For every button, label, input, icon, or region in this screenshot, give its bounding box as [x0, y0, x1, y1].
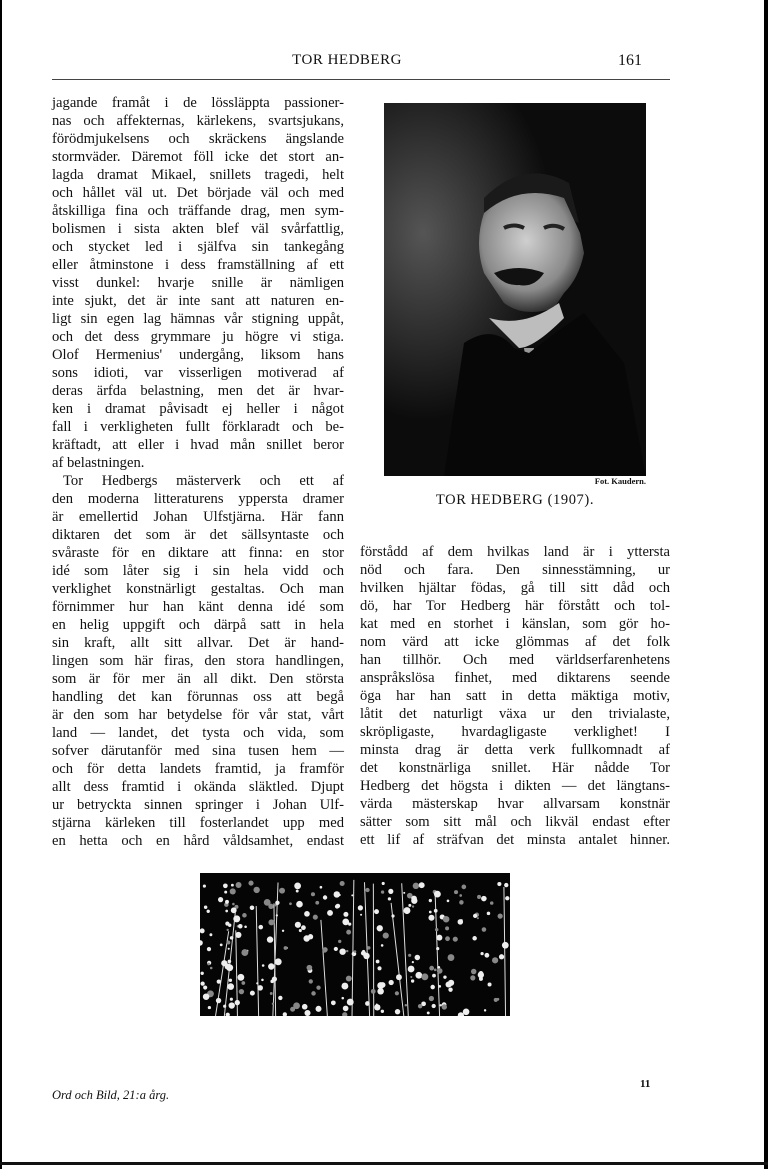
text-line: och för detta landets framtid, ja framför: [52, 761, 344, 777]
flower-blossom: [454, 890, 458, 894]
flower-blossom: [447, 900, 450, 903]
flower-blossom: [331, 1000, 336, 1005]
text-line: idé som låter sig i sin hela vidd och: [52, 563, 344, 579]
flower-blossom: [432, 1004, 436, 1008]
flower-blossom: [492, 957, 498, 963]
flower-blossom: [410, 976, 412, 978]
text-line: förstådd af dem hvilkas land är i yttersta: [360, 544, 670, 560]
flower-blossom: [200, 981, 204, 985]
text-line: nom värd att icke glömmas af det folk: [360, 634, 670, 650]
flower-stem: [256, 906, 258, 1016]
flower-blossom: [429, 911, 432, 914]
scan-edge-right: [764, 0, 768, 1169]
flower-blossom: [340, 881, 345, 886]
flower-blossom: [429, 899, 432, 902]
flower-blossom: [284, 946, 288, 950]
text-line: förnimmer hur han känt denna idé som: [52, 599, 344, 615]
flower-blossom: [256, 982, 258, 984]
text-line: värda mästerskap hvar allvarsam konstnär: [360, 796, 670, 812]
text-line: diktaren det som är det sällsyntaste och: [52, 527, 344, 543]
flower-blossom: [267, 936, 273, 942]
flower-blossom: [207, 963, 210, 966]
text-line: bolismen i sista akten blef väl svårfattlig,: [52, 221, 344, 237]
flower-blossom: [494, 998, 498, 1002]
flower-blossom: [481, 896, 487, 902]
flower-blossom: [323, 947, 328, 952]
text-line: sin kraft, allt sitt allvar. Det är hand-: [52, 635, 344, 651]
flower-blossom: [449, 984, 452, 987]
flower-blossom: [223, 883, 228, 888]
flower-blossom: [241, 949, 248, 956]
flower-blossom: [411, 979, 414, 982]
text-line: låtit det naturligt växa ur den trivialaste,: [360, 706, 670, 722]
flower-blossom: [203, 993, 210, 1000]
flower-blossom: [304, 911, 310, 917]
flower-blossom: [461, 919, 463, 921]
flower-blossom: [228, 960, 232, 964]
flower-blossom: [270, 992, 273, 995]
flower-blossom: [490, 901, 493, 904]
flower-blossom: [459, 900, 463, 904]
flower-blossom: [299, 929, 302, 932]
flower-blossom: [276, 914, 278, 916]
text-line: är emellertid Johan Ulfstjärna. Här fann: [52, 509, 344, 525]
text-line: ur betryckta sinnen springer i Johan Ulf-: [52, 797, 344, 813]
flower-blossom: [250, 905, 255, 910]
flower-blossom: [376, 960, 380, 964]
flower-stem: [391, 903, 404, 1016]
flower-blossom: [383, 933, 389, 939]
flower-blossom: [304, 1010, 310, 1016]
text-line: lagda dramat Mikael, snillets tragedi, helt: [52, 167, 344, 183]
flower-blossom: [242, 913, 247, 918]
flower-blossom: [268, 919, 274, 925]
portrait-photo: [384, 103, 646, 476]
flower-blossom: [295, 922, 301, 928]
flower-blossom: [261, 979, 264, 982]
flower-blossom: [432, 974, 436, 978]
flower-stem: [402, 883, 409, 1016]
flower-blossom: [381, 890, 384, 893]
flower-blossom: [262, 964, 265, 967]
flower-blossom: [316, 985, 320, 989]
flower-vignette: [200, 873, 510, 1016]
flower-blossom: [225, 900, 229, 904]
flower-blossom: [362, 950, 365, 953]
text-line: fall i verkligheten fullt förklaradt och be-: [52, 419, 344, 435]
flower-blossom: [315, 901, 319, 905]
flower-blossom: [502, 942, 509, 949]
flower-blossom: [272, 1003, 274, 1005]
flower-blossom: [278, 996, 282, 1000]
flower-blossom: [470, 975, 475, 980]
flower-blossom: [253, 887, 259, 893]
flower-blossom: [377, 966, 381, 970]
flower-blossom: [289, 902, 292, 905]
flower-blossom: [421, 973, 428, 980]
flower-blossom: [347, 999, 354, 1006]
text-line: åtskilliga fina och träffande drag, men sym-: [52, 203, 344, 219]
flower-blossom: [346, 976, 352, 982]
flower-blossom: [204, 906, 207, 909]
text-line: handling det kan förunnas oss att begå: [52, 689, 344, 705]
flower-blossom: [229, 1002, 235, 1008]
flower-blossom: [311, 892, 315, 896]
flower-blossom: [216, 998, 221, 1003]
text-line: och stycket led i själfva sin tankegång: [52, 239, 344, 255]
flower-blossom: [440, 1004, 442, 1006]
flower-blossom: [316, 1006, 322, 1012]
flower-blossom: [389, 980, 394, 985]
flower-blossom: [301, 925, 306, 930]
flower-blossom: [412, 961, 414, 963]
text-line: nas och affekternas, kärlekens, svartsjukans,: [52, 113, 344, 129]
flower-blossom: [293, 1002, 300, 1009]
flower-blossom: [302, 1004, 308, 1010]
flower-blossom: [363, 953, 369, 959]
text-line: och det dess grymmare ju högre vi stiga.: [52, 329, 344, 345]
text-line: ken i dramat påvisadt ej heller i något: [52, 401, 344, 417]
text-line: öga har han satt in detta mäktiga motiv,: [360, 688, 670, 704]
flower-blossom: [395, 1009, 400, 1014]
flower-stem: [321, 920, 327, 1016]
flower-blossom: [436, 935, 442, 941]
text-line: allt dess framtid i okända släktled. Djupt: [52, 779, 344, 795]
flower-blossom: [237, 974, 244, 981]
text-line: dö, har Tor Hedberg här förstått och tol-: [360, 598, 670, 614]
text-line: sofver därutanför med sina tusen hem —: [52, 743, 344, 759]
flower-blossom: [258, 925, 263, 930]
flower-blossom: [477, 895, 481, 899]
flower-blossom: [244, 925, 247, 928]
flower-blossom: [365, 1001, 370, 1006]
flower-blossom: [346, 950, 348, 952]
flower-blossom: [377, 925, 383, 931]
flower-blossom: [224, 891, 227, 894]
flower-blossom: [388, 889, 393, 894]
flower-blossom: [220, 944, 223, 947]
flower-blossom: [418, 1004, 422, 1008]
flower-blossom: [436, 947, 439, 950]
flower-blossom: [208, 1006, 211, 1009]
flower-blossom: [230, 998, 233, 1001]
flower-blossom: [473, 914, 477, 918]
flower-blossom: [371, 989, 376, 994]
flower-blossom: [427, 1011, 430, 1014]
flower-blossom: [377, 988, 384, 995]
text-line: jagande framåt i de lössläppta passioner-: [52, 95, 344, 111]
flower-blossom: [282, 930, 284, 932]
flower-blossom: [343, 912, 348, 917]
flower-blossom: [323, 895, 327, 899]
flower-blossom: [230, 936, 234, 940]
flower-blossom: [434, 891, 441, 898]
flower-blossom: [226, 929, 228, 931]
flower-stem: [504, 887, 506, 1016]
flower-blossom: [275, 901, 279, 905]
text-line: förödmjukelsens och skräckens ängslande: [52, 131, 344, 147]
flower-blossom: [228, 924, 231, 927]
flower-blossom: [231, 907, 237, 913]
flower-blossom: [419, 882, 425, 888]
flower-blossom: [335, 904, 339, 908]
flower-blossom: [504, 883, 508, 887]
flower-blossom: [228, 948, 230, 950]
flower-blossom: [218, 897, 223, 902]
flower-blossom: [334, 947, 338, 951]
flower-blossom: [346, 930, 351, 935]
flower-blossom: [351, 894, 353, 896]
flower-blossom: [200, 940, 203, 946]
running-title: TOR HEDBERG: [292, 52, 402, 68]
flower-blossom: [408, 904, 411, 907]
flower-blossom: [428, 915, 434, 921]
text-line: och hållet väl ut. Det började väl och med: [52, 185, 344, 201]
flower-blossom: [311, 991, 316, 996]
text-line: hvilken hjältar födas, gå till sitt dåd och: [360, 580, 670, 596]
text-line: anspråkslösa finhet, med diktarens seende: [360, 670, 670, 686]
right-text-column: [360, 543, 670, 849]
flower-blossom: [442, 1004, 447, 1009]
flower-blossom: [227, 983, 234, 990]
flower-blossom: [308, 934, 313, 939]
flower-blossom: [225, 964, 231, 970]
flower-blossom: [405, 1004, 407, 1006]
flower-blossom: [453, 937, 458, 942]
flower-blossom: [200, 972, 203, 975]
flower-blossom: [250, 991, 255, 996]
flower-blossom: [382, 882, 385, 885]
flower-blossom: [217, 979, 221, 983]
text-line: skröpligaste, hvardagligaste verklighet! I: [360, 724, 670, 740]
signature-mark: 11: [640, 1078, 651, 1090]
flower-blossom: [239, 989, 244, 994]
flower-blossom: [226, 941, 230, 945]
flower-blossom: [341, 997, 344, 1000]
flower-blossom: [448, 987, 452, 991]
flower-blossom: [235, 932, 241, 938]
text-line: nöd och fara. Den sinnesstämning, ur: [360, 562, 670, 578]
flower-blossom: [320, 886, 323, 889]
header-rule: [52, 79, 670, 80]
flower-blossom: [445, 936, 450, 941]
flower-blossom: [380, 982, 386, 988]
flower-blossom: [360, 914, 362, 916]
flower-blossom: [341, 983, 348, 990]
flower-blossom: [411, 896, 417, 902]
text-line: sons idioti, var visserligen motiverad af: [52, 365, 344, 381]
flower-blossom: [342, 1012, 347, 1016]
text-line: eller åtminstone i dess framställning af ett: [52, 257, 344, 273]
flower-blossom: [210, 967, 213, 970]
flower-blossom: [395, 991, 399, 995]
flower-blossom: [505, 896, 509, 900]
flower-blossom: [471, 969, 477, 975]
flower-blossom: [445, 926, 449, 930]
flower-blossom: [498, 913, 503, 918]
flower-blossom: [459, 894, 462, 897]
text-line: en hetta och en hård våldsamhet, endast: [52, 833, 344, 849]
text-line: svåraste för en diktare att finna: en stor: [52, 545, 344, 561]
flower-blossom: [484, 953, 489, 958]
flower-blossom: [275, 958, 282, 965]
flower-blossom: [294, 882, 301, 889]
text-line: inte sjukt, det är inte sant att naturen en-: [52, 293, 344, 309]
flower-blossom: [403, 892, 405, 894]
flower-blossom: [354, 950, 357, 953]
flower-blossom: [268, 963, 274, 969]
flower-blossom: [257, 985, 263, 991]
flower-blossom: [223, 1005, 226, 1008]
flower-blossom: [381, 944, 384, 947]
flower-blossom: [327, 910, 333, 916]
text-line: Tor Hedbergs mästerverk och ett af: [63, 473, 344, 489]
flower-blossom: [388, 897, 391, 900]
text-line: som är för mer än all dikt. Den största: [52, 671, 344, 687]
flower-blossom: [482, 927, 487, 932]
flower-blossom: [429, 996, 434, 1001]
text-line: den moderna litteraturens yppersta dramer: [52, 491, 344, 507]
text-line: land — landet, det tysta och vida, som: [52, 725, 344, 741]
flower-blossom: [232, 903, 235, 906]
flower-blossom: [415, 955, 420, 960]
flower-blossom: [343, 1006, 349, 1012]
flower-blossom: [226, 1013, 230, 1016]
flower-blossom: [236, 882, 242, 888]
flower-stem: [352, 880, 354, 1016]
left-text-column: [52, 94, 344, 850]
flower-blossom: [479, 977, 483, 981]
flower-blossom: [231, 884, 234, 887]
flower-blossom: [233, 915, 240, 922]
flower-blossom: [391, 914, 394, 917]
flower-blossom: [200, 928, 205, 933]
flower-blossom: [488, 982, 492, 986]
text-line: stormväder. Däremot föll icke det stort an-: [52, 149, 344, 165]
page-number: 161: [618, 52, 642, 69]
text-line: deras ärfda belastning, men det är hvar-: [52, 383, 344, 399]
flower-blossom: [248, 881, 253, 886]
flower-blossom: [272, 977, 277, 982]
flower-blossom: [443, 975, 446, 978]
flower-blossom: [339, 948, 345, 954]
flower-blossom: [480, 952, 483, 955]
text-line: stjärna kärleken till fosterlandet upp med: [52, 815, 344, 831]
text-line: af belastningen.: [52, 455, 145, 471]
flower-blossom: [430, 985, 435, 990]
flower-blossom: [334, 891, 340, 897]
flower-blossom: [434, 968, 437, 971]
flower-blossom: [437, 968, 443, 974]
flower-blossom: [203, 885, 206, 888]
text-line: kat med en storhet i känslan, som gör ho-: [360, 616, 670, 632]
flower-blossom: [408, 954, 411, 957]
flower-blossom: [461, 885, 466, 890]
flower-blossom: [448, 954, 455, 961]
flower-blossom: [313, 915, 318, 920]
flower-blossom: [499, 954, 504, 959]
flower-blossom: [342, 918, 349, 925]
flower-blossom: [404, 907, 411, 914]
flower-blossom: [434, 909, 438, 913]
flower-blossom: [415, 972, 422, 979]
flower-blossom: [235, 1000, 240, 1005]
text-line: lingen som här firas, den stora handlingen,: [52, 653, 344, 669]
flower-blossom: [207, 910, 210, 913]
flower-blossom: [396, 974, 402, 980]
text-line: verklighet konstnärligt gestaltas. Och man: [52, 581, 344, 597]
flower-blossom: [484, 1009, 486, 1011]
flower-blossom: [241, 981, 245, 985]
flower-blossom: [358, 905, 363, 910]
flower-blossom: [374, 909, 379, 914]
text-line: ett lif af sträfvan det minsta antalet hinner.: [360, 832, 670, 848]
flower-blossom: [487, 912, 491, 916]
flower-blossom: [374, 1004, 380, 1010]
text-line: en helig uppgift och därpå satt in hela: [52, 617, 344, 633]
flower-blossom: [338, 940, 341, 943]
flower-blossom: [367, 946, 370, 949]
photo-caption: TOR HEDBERG (1907).: [435, 492, 595, 508]
flower-blossom: [412, 905, 414, 907]
flower-blossom: [296, 890, 299, 893]
flower-blossom: [435, 928, 438, 931]
photo-credit: Fot. Kaudern.: [594, 476, 646, 486]
flower-blossom: [429, 966, 434, 971]
flower-blossom: [203, 985, 207, 989]
text-line: visst dunkel: hvarje snille är nämligen: [52, 275, 344, 291]
journal-footer: Ord och Bild, 21:a årg.: [52, 1088, 170, 1102]
scan-edge-left: [0, 0, 2, 1169]
flower-blossom: [408, 966, 415, 973]
flower-blossom: [472, 936, 476, 940]
scan-edge-bottom: [0, 1162, 768, 1165]
running-header: [52, 52, 670, 72]
flower-blossom: [477, 917, 479, 919]
flower-blossom: [413, 883, 419, 889]
flower-blossom: [296, 901, 303, 908]
flower-blossom: [209, 933, 212, 936]
flower-blossom: [497, 882, 501, 886]
flower-blossom: [365, 888, 369, 892]
flower-blossom: [207, 947, 211, 951]
text-line: han tillhör. Och med världserfarenhetens: [360, 652, 670, 668]
text-line: sätter som sitt mål och likväl endast efter: [360, 814, 670, 830]
text-line: är den som har betydelse för vår stat, vårt: [52, 707, 344, 723]
flower-blossom: [238, 924, 243, 929]
flower-blossom: [225, 910, 228, 913]
text-line: Hedberg det högsta i dikten — det längtans-: [360, 778, 670, 794]
flower-blossom: [307, 965, 313, 971]
text-line: Olof Hermenius' undergång, liksom hans: [52, 347, 344, 363]
flower-blossom: [443, 916, 450, 923]
flower-blossom: [279, 888, 285, 894]
flower-blossom: [283, 1012, 287, 1016]
text-line: det konstnärliga snillet. Här nådde Tor: [360, 760, 670, 776]
text-line: minsta drag är detta verk fullkomnadt af: [360, 742, 670, 758]
flower-blossom: [230, 888, 236, 894]
text-line: ligt sin egen lag hämnas vår stigning uppåt,: [52, 311, 344, 327]
flower-blossom: [309, 979, 313, 983]
flower-blossom: [229, 979, 232, 982]
text-line: kräftadt, att eller i hvad mån snillet beror: [52, 437, 344, 453]
flower-blossom: [438, 985, 441, 988]
flower-blossom: [381, 1010, 384, 1013]
flower-blossom: [264, 899, 271, 906]
